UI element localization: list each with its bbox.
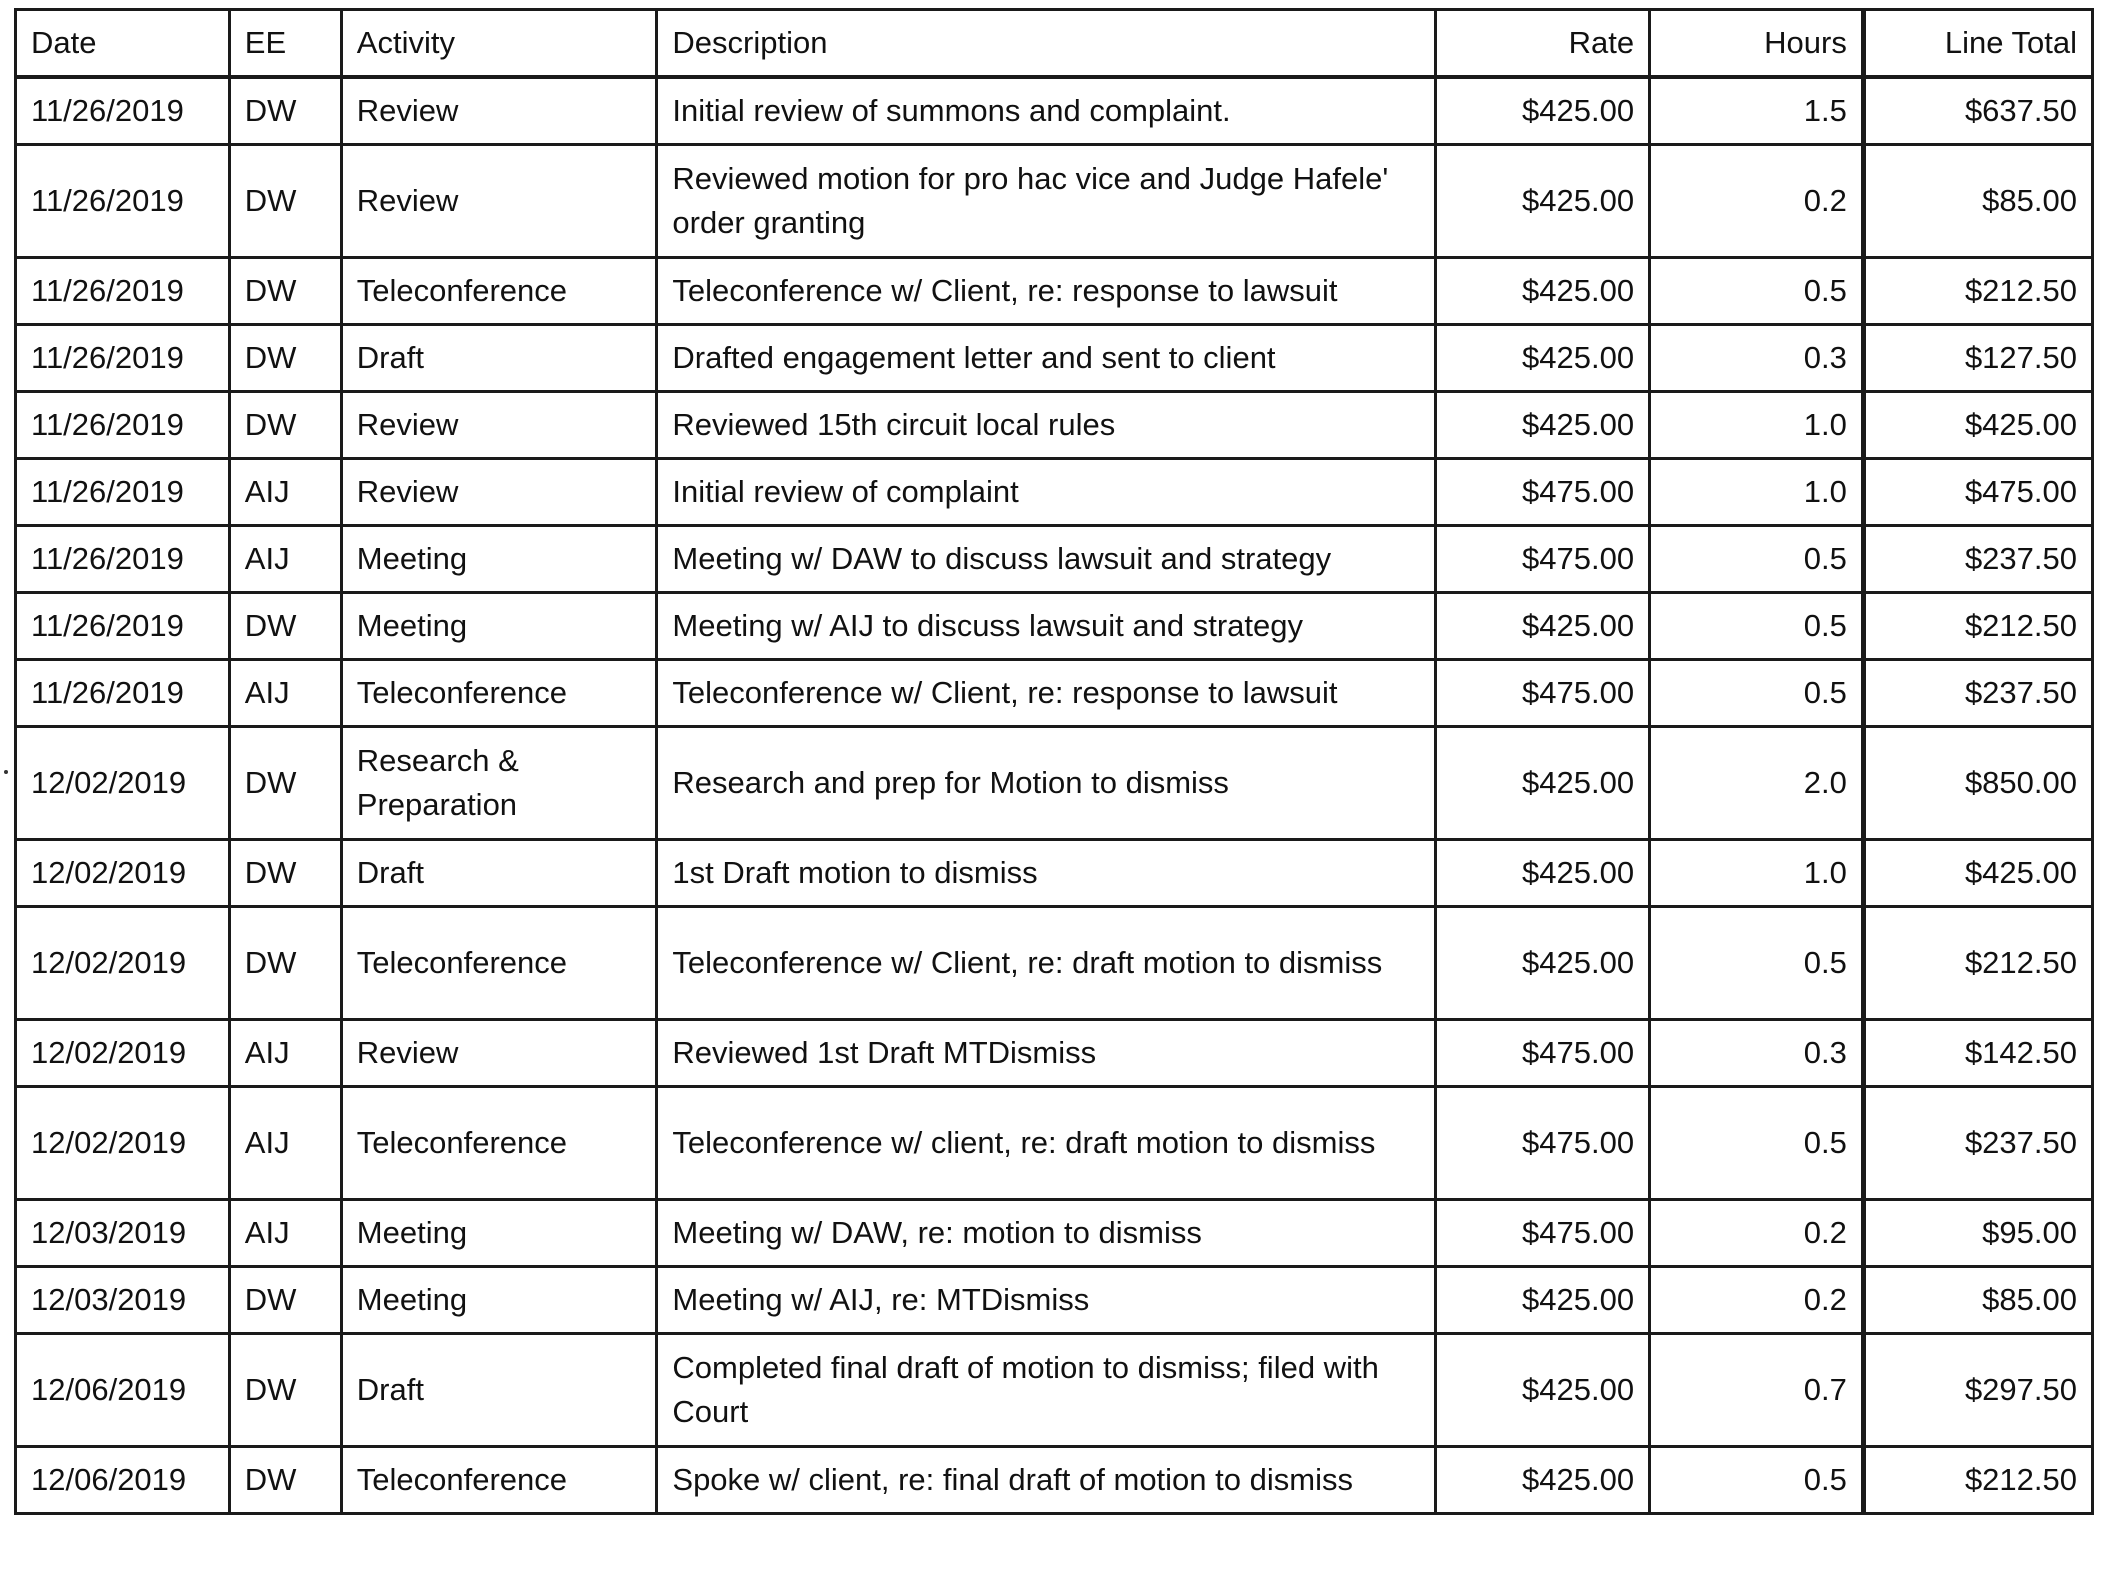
cell-ee: AIJ xyxy=(229,1020,341,1087)
cell-description: Drafted engagement letter and sent to client xyxy=(657,325,1436,392)
header-row xyxy=(16,10,2093,78)
cell-description: 1st Draft motion to dismiss xyxy=(657,840,1436,907)
billing-sheet xyxy=(14,8,2094,1515)
cell-line-total: $237.50 xyxy=(1863,1087,2092,1200)
cell-hours: 1.0 xyxy=(1650,840,1864,907)
cell-date: 11/26/2019 xyxy=(16,145,230,258)
cell-activity: Teleconference xyxy=(341,258,657,325)
cell-description: Research and prep for Motion to dismiss xyxy=(657,727,1436,840)
cell-ee: DW xyxy=(229,1334,341,1447)
cell-rate: $425.00 xyxy=(1436,840,1650,907)
cell-description: Initial review of complaint xyxy=(657,459,1436,526)
table-row xyxy=(16,526,2093,593)
cell-line-total: $127.50 xyxy=(1863,325,2092,392)
cell-hours: 1.0 xyxy=(1650,392,1864,459)
cell-ee: DW xyxy=(229,1267,341,1334)
cell-ee: DW xyxy=(229,1447,341,1514)
cell-description: Completed final draft of motion to dismiss; filed with Court xyxy=(657,1334,1436,1447)
cell-activity: Teleconference xyxy=(341,660,657,727)
cell-line-total: $297.50 xyxy=(1863,1334,2092,1447)
cell-activity: Review xyxy=(341,392,657,459)
table-row xyxy=(16,907,2093,1020)
cell-rate: $475.00 xyxy=(1436,1200,1650,1267)
cell-description: Teleconference w/ Client, re: response to lawsuit xyxy=(657,258,1436,325)
cell-hours: 0.7 xyxy=(1650,1334,1864,1447)
cell-date: 12/02/2019 xyxy=(16,907,230,1020)
cell-line-total: $212.50 xyxy=(1863,593,2092,660)
cell-hours: 0.2 xyxy=(1650,1200,1864,1267)
cell-rate: $425.00 xyxy=(1436,1447,1650,1514)
cell-activity: Review xyxy=(341,1020,657,1087)
cell-date: 11/26/2019 xyxy=(16,526,230,593)
cell-description: Initial review of summons and complaint. xyxy=(657,77,1436,145)
cell-hours: 0.5 xyxy=(1650,593,1864,660)
cell-ee: DW xyxy=(229,727,341,840)
cell-date: 12/06/2019 xyxy=(16,1334,230,1447)
cell-activity: Meeting xyxy=(341,1267,657,1334)
column-header-description: Description xyxy=(657,10,1436,78)
cell-hours: 2.0 xyxy=(1650,727,1864,840)
cell-line-total: $95.00 xyxy=(1863,1200,2092,1267)
cell-description: Teleconference w/ Client, re: response to lawsuit xyxy=(657,660,1436,727)
column-header-activity: Activity xyxy=(341,10,657,78)
table-row xyxy=(16,1200,2093,1267)
cell-line-total: $142.50 xyxy=(1863,1020,2092,1087)
cell-ee: AIJ xyxy=(229,1087,341,1200)
table-row xyxy=(16,660,2093,727)
cell-hours: 0.2 xyxy=(1650,1267,1864,1334)
cell-ee: DW xyxy=(229,258,341,325)
cell-rate: $475.00 xyxy=(1436,526,1650,593)
cell-description: Meeting w/ AIJ, re: MTDismiss xyxy=(657,1267,1436,1334)
cell-description: Reviewed 1st Draft MTDismiss xyxy=(657,1020,1436,1087)
cell-date: 12/03/2019 xyxy=(16,1267,230,1334)
cell-ee: DW xyxy=(229,325,341,392)
table-row xyxy=(16,258,2093,325)
cell-rate: $475.00 xyxy=(1436,1087,1650,1200)
cell-rate: $425.00 xyxy=(1436,727,1650,840)
cell-ee: AIJ xyxy=(229,459,341,526)
column-header-line-total: Line Total xyxy=(1863,10,2092,78)
cell-date: 11/26/2019 xyxy=(16,660,230,727)
cell-activity: Teleconference xyxy=(341,907,657,1020)
cell-description: Reviewed motion for pro hac vice and Judge Hafele' order granting xyxy=(657,145,1436,258)
cell-line-total: $237.50 xyxy=(1863,526,2092,593)
cell-ee: DW xyxy=(229,593,341,660)
table-row xyxy=(16,459,2093,526)
cell-rate: $475.00 xyxy=(1436,459,1650,526)
cell-hours: 0.5 xyxy=(1650,1087,1864,1200)
cell-rate: $475.00 xyxy=(1436,1020,1650,1087)
cell-ee: DW xyxy=(229,145,341,258)
cell-rate: $425.00 xyxy=(1436,1267,1650,1334)
cell-activity: Review xyxy=(341,145,657,258)
cell-date: 12/02/2019 xyxy=(16,727,230,840)
cell-activity: Review xyxy=(341,77,657,145)
cell-activity: Draft xyxy=(341,325,657,392)
cell-activity: Review xyxy=(341,459,657,526)
cell-description: Spoke w/ client, re: final draft of motion to dismiss xyxy=(657,1447,1436,1514)
cell-date: 11/26/2019 xyxy=(16,459,230,526)
cell-rate: $425.00 xyxy=(1436,1334,1650,1447)
table-row xyxy=(16,145,2093,258)
cell-hours: 0.2 xyxy=(1650,145,1864,258)
table-row xyxy=(16,1334,2093,1447)
scan-speck xyxy=(4,770,8,774)
table-row xyxy=(16,1267,2093,1334)
table-row xyxy=(16,593,2093,660)
cell-activity: Draft xyxy=(341,1334,657,1447)
column-header-rate: Rate xyxy=(1436,10,1650,78)
cell-line-total: $850.00 xyxy=(1863,727,2092,840)
cell-activity: Research & Preparation xyxy=(341,727,657,840)
cell-line-total: $212.50 xyxy=(1863,907,2092,1020)
cell-ee: DW xyxy=(229,907,341,1020)
cell-description: Teleconference w/ client, re: draft motion to dismiss xyxy=(657,1087,1436,1200)
cell-rate: $425.00 xyxy=(1436,258,1650,325)
billing-table xyxy=(14,8,2094,1515)
table-row xyxy=(16,77,2093,145)
cell-date: 11/26/2019 xyxy=(16,258,230,325)
column-header-ee: EE xyxy=(229,10,341,78)
cell-activity: Draft xyxy=(341,840,657,907)
cell-line-total: $425.00 xyxy=(1863,840,2092,907)
cell-line-total: $475.00 xyxy=(1863,459,2092,526)
cell-ee: AIJ xyxy=(229,660,341,727)
cell-description: Meeting w/ AIJ to discuss lawsuit and strategy xyxy=(657,593,1436,660)
cell-ee: AIJ xyxy=(229,1200,341,1267)
cell-description: Meeting w/ DAW to discuss lawsuit and strategy xyxy=(657,526,1436,593)
cell-line-total: $212.50 xyxy=(1863,258,2092,325)
cell-rate: $425.00 xyxy=(1436,77,1650,145)
cell-description: Meeting w/ DAW, re: motion to dismiss xyxy=(657,1200,1436,1267)
table-row xyxy=(16,1087,2093,1200)
cell-line-total: $85.00 xyxy=(1863,1267,2092,1334)
cell-ee: DW xyxy=(229,840,341,907)
cell-line-total: $85.00 xyxy=(1863,145,2092,258)
cell-ee: DW xyxy=(229,392,341,459)
cell-date: 12/02/2019 xyxy=(16,1087,230,1200)
cell-hours: 0.5 xyxy=(1650,907,1864,1020)
cell-activity: Teleconference xyxy=(341,1447,657,1514)
cell-activity: Meeting xyxy=(341,593,657,660)
cell-hours: 0.5 xyxy=(1650,526,1864,593)
cell-activity: Teleconference xyxy=(341,1087,657,1200)
cell-rate: $425.00 xyxy=(1436,145,1650,258)
cell-date: 11/26/2019 xyxy=(16,392,230,459)
cell-line-total: $212.50 xyxy=(1863,1447,2092,1514)
cell-rate: $475.00 xyxy=(1436,660,1650,727)
cell-date: 11/26/2019 xyxy=(16,593,230,660)
cell-date: 12/02/2019 xyxy=(16,1020,230,1087)
cell-hours: 1.5 xyxy=(1650,77,1864,145)
table-row xyxy=(16,840,2093,907)
cell-rate: $425.00 xyxy=(1436,907,1650,1020)
cell-date: 12/02/2019 xyxy=(16,840,230,907)
cell-description: Teleconference w/ Client, re: draft motion to dismiss xyxy=(657,907,1436,1020)
column-header-date: Date xyxy=(16,10,230,78)
cell-rate: $425.00 xyxy=(1436,392,1650,459)
table-row xyxy=(16,727,2093,840)
cell-date: 11/26/2019 xyxy=(16,325,230,392)
cell-hours: 0.3 xyxy=(1650,1020,1864,1087)
cell-hours: 0.3 xyxy=(1650,325,1864,392)
cell-hours: 0.5 xyxy=(1650,258,1864,325)
table-row xyxy=(16,1447,2093,1514)
cell-date: 12/03/2019 xyxy=(16,1200,230,1267)
cell-line-total: $637.50 xyxy=(1863,77,2092,145)
cell-rate: $425.00 xyxy=(1436,593,1650,660)
table-row xyxy=(16,1020,2093,1087)
cell-hours: 0.5 xyxy=(1650,1447,1864,1514)
cell-line-total: $237.50 xyxy=(1863,660,2092,727)
table-row xyxy=(16,392,2093,459)
cell-line-total: $425.00 xyxy=(1863,392,2092,459)
cell-ee: DW xyxy=(229,77,341,145)
cell-date: 12/06/2019 xyxy=(16,1447,230,1514)
cell-activity: Meeting xyxy=(341,526,657,593)
cell-hours: 0.5 xyxy=(1650,660,1864,727)
cell-date: 11/26/2019 xyxy=(16,77,230,145)
cell-rate: $425.00 xyxy=(1436,325,1650,392)
cell-hours: 1.0 xyxy=(1650,459,1864,526)
cell-ee: AIJ xyxy=(229,526,341,593)
column-header-hours: Hours xyxy=(1650,10,1864,78)
table-row xyxy=(16,325,2093,392)
cell-activity: Meeting xyxy=(341,1200,657,1267)
cell-description: Reviewed 15th circuit local rules xyxy=(657,392,1436,459)
